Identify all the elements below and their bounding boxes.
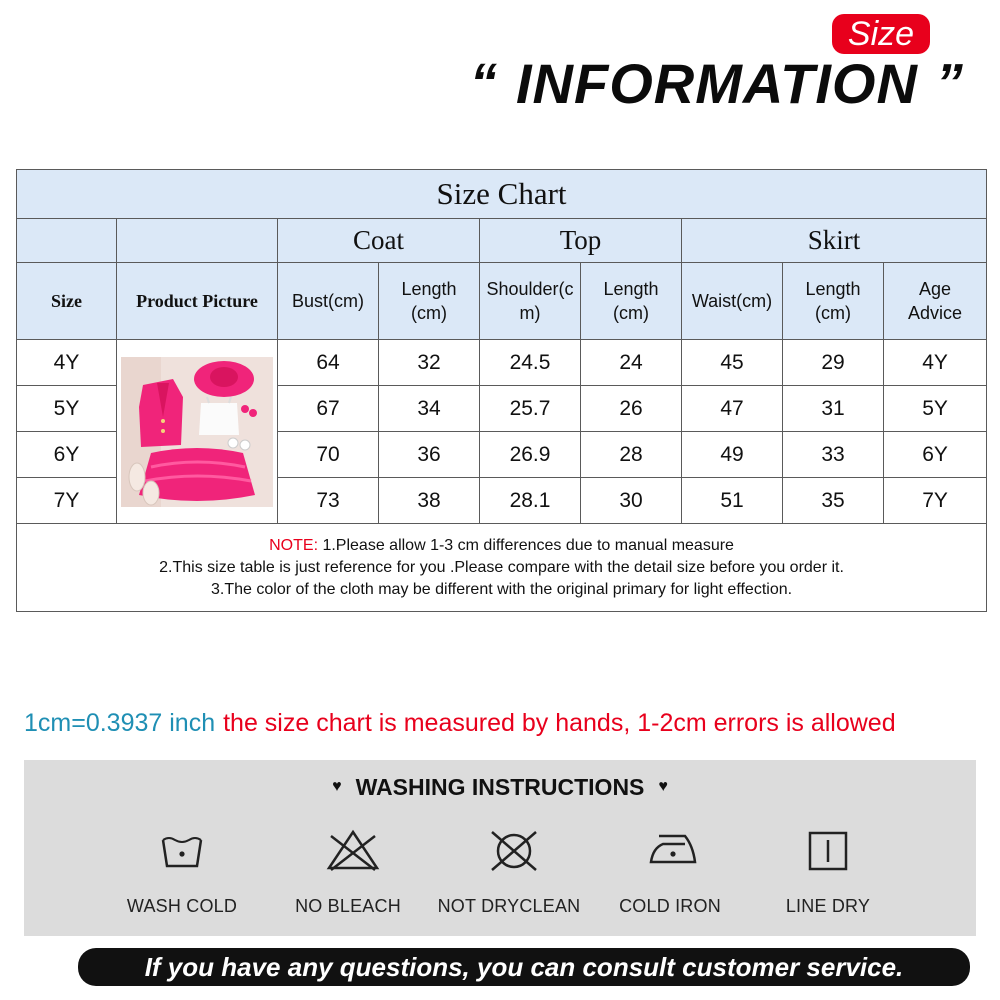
washing-title-text: WASHING INSTRUCTIONS [355, 773, 645, 800]
cell-skirt-length: 35 [783, 478, 884, 524]
cell-skirt-length: 31 [783, 386, 884, 432]
cold-iron-icon [645, 826, 701, 876]
cell-coat-length: 32 [379, 340, 480, 386]
cell-coat-length: 34 [379, 386, 480, 432]
wash-item-not-dryclean [424, 826, 594, 926]
note-text-1: 1.Please allow 1-3 cm differences due to manual measure [318, 536, 734, 554]
wash-label: WASH COLD [126, 896, 238, 916]
wash-label: LINE DRY [785, 896, 871, 916]
cell-shoulder: 26.9 [480, 432, 581, 478]
cell-top-length: 30 [581, 478, 682, 524]
cell-waist: 45 [682, 340, 783, 386]
notes-cell [17, 524, 987, 612]
cell-age-advice: 4Y [884, 340, 987, 386]
group-blank [17, 219, 117, 263]
cell-age-advice: 5Y [884, 386, 987, 432]
cell-skirt-length: 29 [783, 340, 884, 386]
not-dryclean-icon [484, 826, 544, 876]
heart-icon: ♥ [332, 778, 342, 795]
cell-coat-length: 38 [379, 478, 480, 524]
note-line-2: 2.This size table is just reference for you .Please compare with the detail size before you order it. [159, 558, 844, 576]
cell-size: 6Y [17, 432, 117, 478]
cell-bust: 70 [278, 432, 379, 478]
cell-bust: 67 [278, 386, 379, 432]
table-row [17, 340, 987, 386]
group-top: Top [480, 219, 682, 263]
size-badge: Size [832, 14, 930, 54]
wash-cold-icon [157, 826, 207, 876]
column-header-size: Size [17, 263, 117, 340]
column-header-top-length: Length (cm) [581, 263, 682, 340]
column-header-shoulder: Shoulder(c m) [480, 263, 581, 340]
group-coat: Coat [278, 219, 480, 263]
washing-instructions-panel [24, 760, 976, 936]
column-header-waist: Waist(cm) [682, 263, 783, 340]
cell-age-advice: 6Y [884, 432, 987, 478]
cell-shoulder: 25.7 [480, 386, 581, 432]
wash-label: NOT DRYCLEAN [437, 896, 581, 916]
page-header [0, 0, 1000, 130]
unit-conversion: 1cm=0.3937 inch [24, 708, 216, 737]
wash-item-line-dry [743, 826, 913, 926]
cell-waist: 51 [682, 478, 783, 524]
wash-item-wash-cold [97, 826, 267, 926]
group-skirt: Skirt [682, 219, 987, 263]
cell-age-advice: 7Y [884, 478, 987, 524]
cell-waist: 47 [682, 386, 783, 432]
title-text: INFORMATION [516, 51, 918, 115]
column-header-coat-length: Length (cm) [379, 263, 480, 340]
customer-service-banner: If you have any questions, you can consult customer service. [78, 948, 970, 986]
cell-shoulder: 28.1 [480, 478, 581, 524]
note-line-3: 3.The color of the cloth may be different with the original primary for light effection. [211, 580, 793, 598]
product-outfit-image [121, 357, 273, 507]
cell-shoulder: 24.5 [480, 340, 581, 386]
column-header-age-advice: Age Advice [884, 263, 987, 340]
washing-title [24, 772, 976, 802]
cell-waist: 49 [682, 432, 783, 478]
wash-item-no-bleach [263, 826, 433, 926]
measurement-note: the size chart is measured by hands, 1-2cm errors is allowed [223, 708, 896, 737]
open-quote: “ [470, 53, 498, 113]
cell-size: 4Y [17, 340, 117, 386]
cell-coat-length: 36 [379, 432, 480, 478]
size-chart-title: Size Chart [17, 170, 987, 219]
column-header-skirt-length: Length (cm) [783, 263, 884, 340]
heart-icon: ♥ [658, 778, 668, 795]
column-header-product-picture: Product Picture [117, 263, 278, 340]
column-header-bust: Bust(cm) [278, 263, 379, 340]
conversion-line [24, 706, 984, 740]
note-line-1 [17, 535, 986, 557]
product-picture [121, 357, 273, 507]
group-blank [117, 219, 278, 263]
information-title [452, 48, 992, 118]
note-label: NOTE: [269, 536, 319, 554]
cell-top-length: 26 [581, 386, 682, 432]
cell-bust: 73 [278, 478, 379, 524]
wash-item-cold-iron [585, 826, 755, 926]
size-chart-table [16, 169, 987, 612]
wash-label: COLD IRON [619, 896, 721, 916]
cell-top-length: 24 [581, 340, 682, 386]
wash-label: NO BLEACH [295, 896, 401, 916]
cell-bust: 64 [278, 340, 379, 386]
cell-size: 5Y [17, 386, 117, 432]
close-quote: ” [935, 53, 964, 113]
product-picture-cell [117, 340, 278, 524]
line-dry-icon [803, 826, 853, 876]
cell-size: 7Y [17, 478, 117, 524]
cell-top-length: 28 [581, 432, 682, 478]
cell-skirt-length: 33 [783, 432, 884, 478]
no-bleach-icon [323, 826, 383, 876]
